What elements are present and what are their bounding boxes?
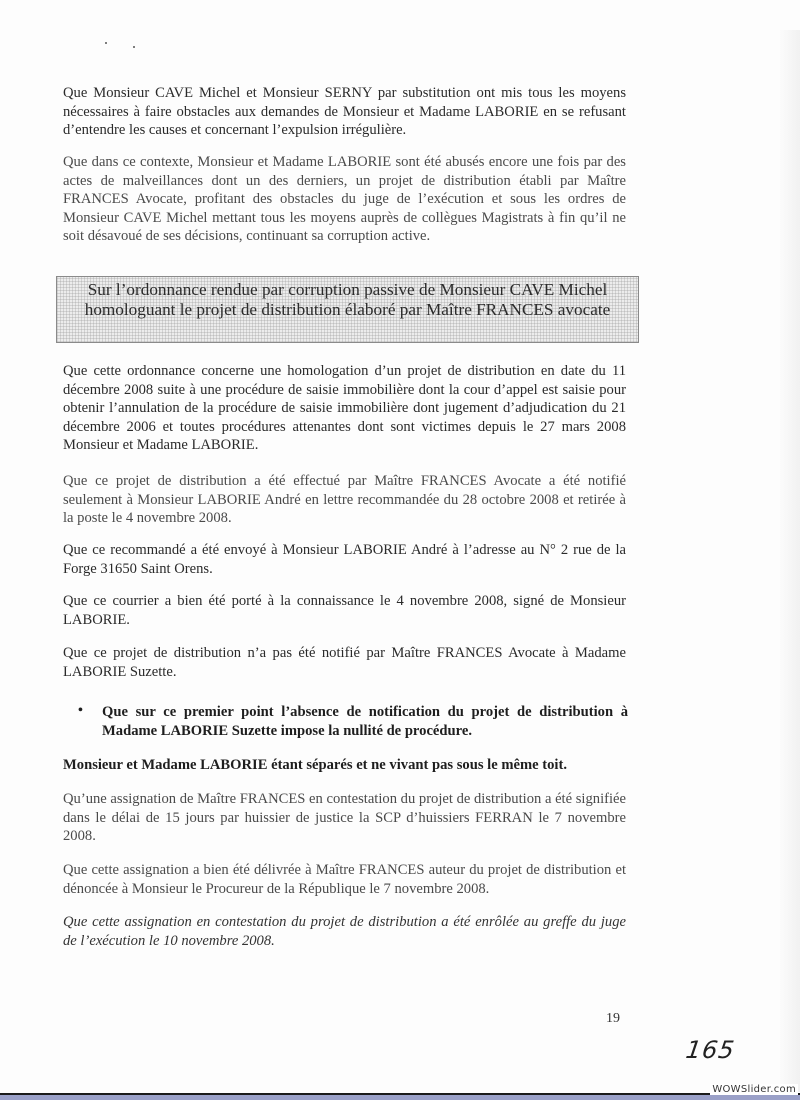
paragraph-assignation: Qu’une assignation de Maître FRANCES en contestation du projet de distribution a été signifiée dans le délai de 15 jours par huissier de justice la SCP d’huissiers FERRAN le 7 novembre 2008. bbox=[63, 791, 626, 845]
statement-separes: Monsieur et Madame LABORIE étant séparés et ne vivant pas sous le même toit. bbox=[63, 757, 567, 773]
paragraph-context: Que dans ce contexte, Monsieur et Madame LABORIE sont été abusés encore une fois par des actes de malveillances dont un des derniers, un projet de distribution établi par Maître FRANCES Avocate, profitant des obstacles du juge de l’exécution et sous les ordres de Monsieur CAVE Michel mettant tous les moyens auprès de collègues Magistrats à fin qu’il ne soit désavoué de ses décisions, continuant sa corruption active. bbox=[63, 154, 626, 245]
paragraph-courrier: Que ce courrier a bien été porté à la connaissance le 4 novembre 2008, signé de Monsieur LABORIE. bbox=[63, 593, 626, 628]
paragraph-non-notifie: Que ce projet de distribution n’a pas été notifié par Maître FRANCES Avocate à Madame LABORIE Suzette. bbox=[63, 645, 626, 680]
paragraph-obstacles: Que Monsieur CAVE Michel et Monsieur SERNY par substitution ont mis tous les moyens nécessaires à faire obstacles aux demandes de Monsieur et Madame LABORIE en se refusant d’entendre les causes et concernant l’expulsion irrégulière. bbox=[63, 85, 626, 139]
paragraph-assignation-delivree: Que cette assignation a bien été délivrée à Maître FRANCES auteur du projet de distribution et dénoncée à Monsieur le Procureur de la République le 7 novembre 2008. bbox=[63, 862, 626, 897]
paragraph-recommande: Que ce recommandé a été envoyé à Monsieur LABORIE André à l’adresse au N° 2 rue de la Forge 31650 Saint Orens. bbox=[63, 542, 626, 577]
section-header-box bbox=[56, 276, 639, 343]
paragraph-enrolee: Que cette assignation en contestation du projet de distribution a été enrôlée au greffe du juge de l’exécution le 10 novembre 2008. bbox=[63, 914, 626, 949]
paragraph-projet-notifie: Que ce projet de distribution a été effectué par Maître FRANCES Avocate a été notifié seulement à Monsieur LABORIE André en lettre recommandée du 28 octobre 2008 et retirée à la poste le 4 novembre 2008. bbox=[63, 473, 626, 527]
paragraph-ordonnance: Que cette ordonnance concerne une homologation d’un projet de distribution en date du 11 décembre 2008 suite à une procédure de saisie immobilière dont la cour d’appel est saisie pour obtenir l’annulation de la procédure de saisie immobilière dont jugement d’adjudication du 21 décembre 2006 et toutes procédures attenantes dont sont victimes depuis le 27 mars 2008 Monsieur et Madame LABORIE. bbox=[63, 363, 626, 454]
section-header-title: Sur l’ordonnance rendue par corruption passive de Monsieur CAVE Michel homologuant le projet de distribution élaboré par Maître FRANCES avocate bbox=[84, 280, 611, 320]
scan-speck bbox=[133, 46, 135, 48]
slider-bottom-bar bbox=[0, 1093, 800, 1100]
bullet-icon: • bbox=[78, 703, 83, 718]
bullet-nullite: Que sur ce premier point l’absence de notification du projet de distribution à Madame LABORIE Suzette impose la nullité de procédure. bbox=[102, 704, 628, 739]
page-number: 19 bbox=[606, 1011, 620, 1026]
handwritten-page-number: 165 bbox=[684, 1036, 737, 1064]
scan-speck bbox=[105, 42, 107, 44]
watermark-link[interactable]: WOWSlider.com bbox=[712, 1084, 796, 1095]
page-edge-shadow bbox=[780, 30, 800, 1092]
